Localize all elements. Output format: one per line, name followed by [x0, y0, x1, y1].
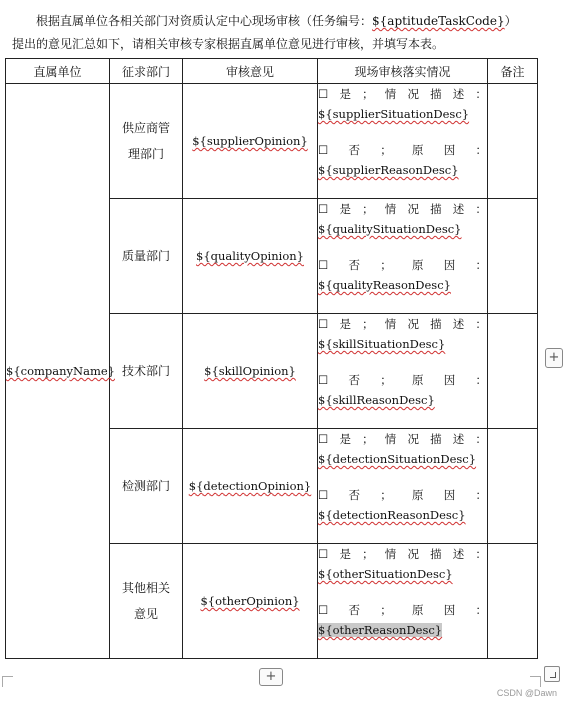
no-reason-line [318, 255, 487, 275]
situation-field[interactable]: ${detectionSituationDesc} [318, 452, 477, 466]
yes-situation-line [318, 544, 487, 564]
yes-semicolon: ； [362, 202, 374, 216]
opinion-cell [183, 429, 318, 544]
note-cell[interactable] [488, 429, 538, 544]
reason-label-char: ： [475, 373, 487, 387]
opinion-cell [183, 199, 318, 314]
opinion-cell [183, 544, 318, 659]
yes-label: 是 [339, 202, 351, 216]
situation-label-char: ： [475, 202, 487, 216]
situation-label-char: 情 [384, 87, 397, 101]
yes-label: 是 [339, 317, 351, 331]
situation-field[interactable]: ${supplierSituationDesc} [318, 107, 470, 121]
opinion-field[interactable]: ${otherOpinion} [200, 594, 300, 608]
intro-line1-end: ） [504, 14, 517, 28]
yes-situation-line [318, 199, 487, 219]
table-resize-handle[interactable] [544, 666, 560, 682]
onsite-check-cell [318, 199, 488, 314]
situation-label-char: 情 [384, 202, 397, 216]
crop-mark-right [530, 676, 541, 687]
reason-label-char: ： [475, 488, 487, 502]
reason-label-char: 因 [443, 373, 456, 387]
crop-mark-left [2, 676, 13, 687]
no-label: 否 [348, 143, 361, 157]
situation-field[interactable]: ${otherSituationDesc} [318, 567, 453, 581]
situation-label-char: 描 [430, 547, 442, 561]
situation-label-char: ： [475, 87, 487, 101]
reason-value-line [318, 620, 487, 640]
yes-situation-line [318, 314, 487, 334]
no-label: 否 [348, 258, 361, 272]
reason-field[interactable]: ${otherReasonDesc} [318, 623, 443, 637]
yes-label: 是 [339, 87, 351, 101]
task-code-field[interactable]: ${aptitudeTaskCode} [372, 14, 505, 28]
header-note: 备注 [488, 59, 538, 84]
header-department: 征求部门 [110, 59, 183, 84]
reason-label-char: 原 [412, 143, 424, 157]
situation-label-char: 况 [407, 432, 419, 446]
no-label: 否 [348, 603, 361, 617]
onsite-check-cell [318, 84, 488, 199]
reason-value-line [318, 505, 487, 525]
situation-label-char: 述 [452, 87, 465, 101]
reason-field[interactable]: ${skillReasonDesc} [318, 393, 435, 407]
reason-value-line [318, 275, 487, 295]
header-onsite-check: 现场审核落实情况 [318, 59, 488, 84]
situation-label-char: 述 [452, 547, 465, 561]
no-semicolon: ； [380, 488, 392, 502]
situation-label-char: 况 [407, 547, 419, 561]
yes-semicolon: ； [362, 547, 374, 561]
situation-value-line [318, 334, 487, 354]
situation-label-char: 述 [452, 317, 465, 331]
opinion-field[interactable]: ${qualityOpinion} [196, 249, 304, 263]
company-name-field[interactable]: ${companyName} [6, 364, 115, 378]
opinion-field[interactable]: ${skillOpinion} [204, 364, 296, 378]
situation-value-line [318, 104, 487, 124]
situation-label-char: 描 [430, 432, 442, 446]
onsite-check-cell [318, 314, 488, 429]
department-label-line2: 意见 [133, 607, 158, 621]
situation-label-char: 述 [452, 202, 465, 216]
no-semicolon: ； [380, 258, 392, 272]
situation-field[interactable]: ${skillSituationDesc} [318, 337, 446, 351]
opinion-cell [183, 84, 318, 199]
yes-checkbox[interactable]: ☐ [318, 547, 329, 561]
reason-field[interactable]: ${supplierReasonDesc} [318, 163, 459, 177]
intro-line-1 [12, 10, 552, 33]
situation-label-char: 描 [430, 87, 442, 101]
yes-checkbox[interactable]: ☐ [318, 87, 329, 101]
no-checkbox[interactable]: ☐ [318, 258, 329, 272]
situation-value-line [318, 449, 487, 469]
onsite-check-cell [318, 429, 488, 544]
department-cell [110, 544, 183, 659]
yes-situation-line [318, 84, 487, 104]
reason-label-char: ： [475, 143, 487, 157]
reason-field[interactable]: ${detectionReasonDesc} [318, 508, 466, 522]
no-label: 否 [348, 488, 361, 502]
reason-value-line [318, 390, 487, 410]
reason-label-char: ： [475, 603, 487, 617]
situation-label-char: 情 [384, 432, 397, 446]
watermark-text: CSDN @Dawn [496, 688, 557, 698]
reason-label-char: 因 [443, 488, 456, 502]
yes-checkbox[interactable]: ☐ [318, 432, 329, 446]
intro-paragraph [12, 10, 552, 56]
opinion-field[interactable]: ${supplierOpinion} [192, 134, 308, 148]
reason-label-char: 原 [412, 603, 424, 617]
note-cell[interactable] [488, 199, 538, 314]
intro-line-2: 提出的意见汇总如下，请相关审核专家根据直属单位意见进行审核，并填写本表。 [12, 37, 445, 51]
department-cell [110, 199, 183, 314]
add-column-button[interactable]: + [259, 668, 283, 686]
no-label: 否 [348, 373, 361, 387]
reason-label-char: 因 [443, 143, 456, 157]
department-label-line1: 其他相关 [121, 581, 170, 595]
department-cell [110, 84, 183, 199]
yes-semicolon: ； [362, 317, 374, 331]
reason-label-char: 原 [412, 258, 424, 272]
situation-label-char: 况 [407, 317, 419, 331]
table-row [6, 84, 538, 199]
reason-label-char: 原 [412, 488, 424, 502]
situation-label-char: 况 [407, 87, 419, 101]
reason-field[interactable]: ${qualityReasonDesc} [318, 278, 451, 292]
note-cell[interactable] [488, 544, 538, 659]
no-reason-line [318, 600, 487, 620]
reason-label-char: 因 [443, 603, 456, 617]
no-checkbox[interactable]: ☐ [318, 373, 329, 387]
situation-label-char: ： [475, 317, 487, 331]
situation-field[interactable]: ${qualitySituationDesc} [318, 222, 462, 236]
department-cell [110, 314, 183, 429]
no-checkbox[interactable]: ☐ [318, 143, 329, 157]
department-label-line1: 技术部门 [121, 364, 170, 378]
onsite-check-cell [318, 544, 488, 659]
no-semicolon: ； [380, 603, 392, 617]
no-checkbox[interactable]: ☐ [318, 488, 329, 502]
department-cell [110, 429, 183, 544]
situation-label-char: 描 [430, 317, 442, 331]
note-cell[interactable] [488, 84, 538, 199]
intro-line1-text: 根据直属单位各相关部门对资质认定中心现场审核（任务编号： [36, 14, 373, 28]
situation-label-char: ： [475, 432, 487, 446]
situation-value-line [318, 564, 487, 584]
note-cell[interactable] [488, 314, 538, 429]
situation-value-line [318, 219, 487, 239]
yes-situation-line [318, 429, 487, 449]
add-row-button[interactable]: + [545, 348, 563, 368]
yes-checkbox[interactable]: ☐ [318, 317, 329, 331]
reason-label-char: 原 [412, 373, 424, 387]
no-semicolon: ； [380, 143, 392, 157]
reason-label-char: 因 [443, 258, 456, 272]
situation-label-char: 况 [407, 202, 419, 216]
department-label-line1: 检测部门 [121, 479, 170, 493]
yes-label: 是 [339, 432, 351, 446]
no-reason-line [318, 370, 487, 390]
no-reason-line [318, 485, 487, 505]
no-semicolon: ； [380, 373, 392, 387]
situation-label-char: ： [475, 547, 487, 561]
situation-label-char: 描 [430, 202, 442, 216]
yes-semicolon: ； [362, 432, 374, 446]
yes-checkbox[interactable]: ☐ [318, 202, 329, 216]
yes-label: 是 [339, 547, 351, 561]
situation-label-char: 情 [384, 317, 397, 331]
reason-value-line [318, 160, 487, 180]
reason-label-char: ： [475, 258, 487, 272]
table-header-row [6, 59, 538, 84]
situation-label-char: 述 [452, 432, 465, 446]
opinion-field[interactable]: ${detectionOpinion} [188, 479, 312, 493]
header-company: 直属单位 [6, 59, 110, 84]
review-table [5, 58, 538, 659]
opinion-cell [183, 314, 318, 429]
company-cell [6, 84, 115, 659]
department-label-line1: 供应商管 [121, 121, 170, 135]
no-checkbox[interactable]: ☐ [318, 603, 329, 617]
yes-semicolon: ； [362, 87, 374, 101]
department-label-line1: 质量部门 [121, 249, 170, 263]
no-reason-line [318, 140, 487, 160]
header-opinion: 审核意见 [183, 59, 318, 84]
department-label-line2: 理部门 [127, 147, 164, 161]
situation-label-char: 情 [384, 547, 397, 561]
